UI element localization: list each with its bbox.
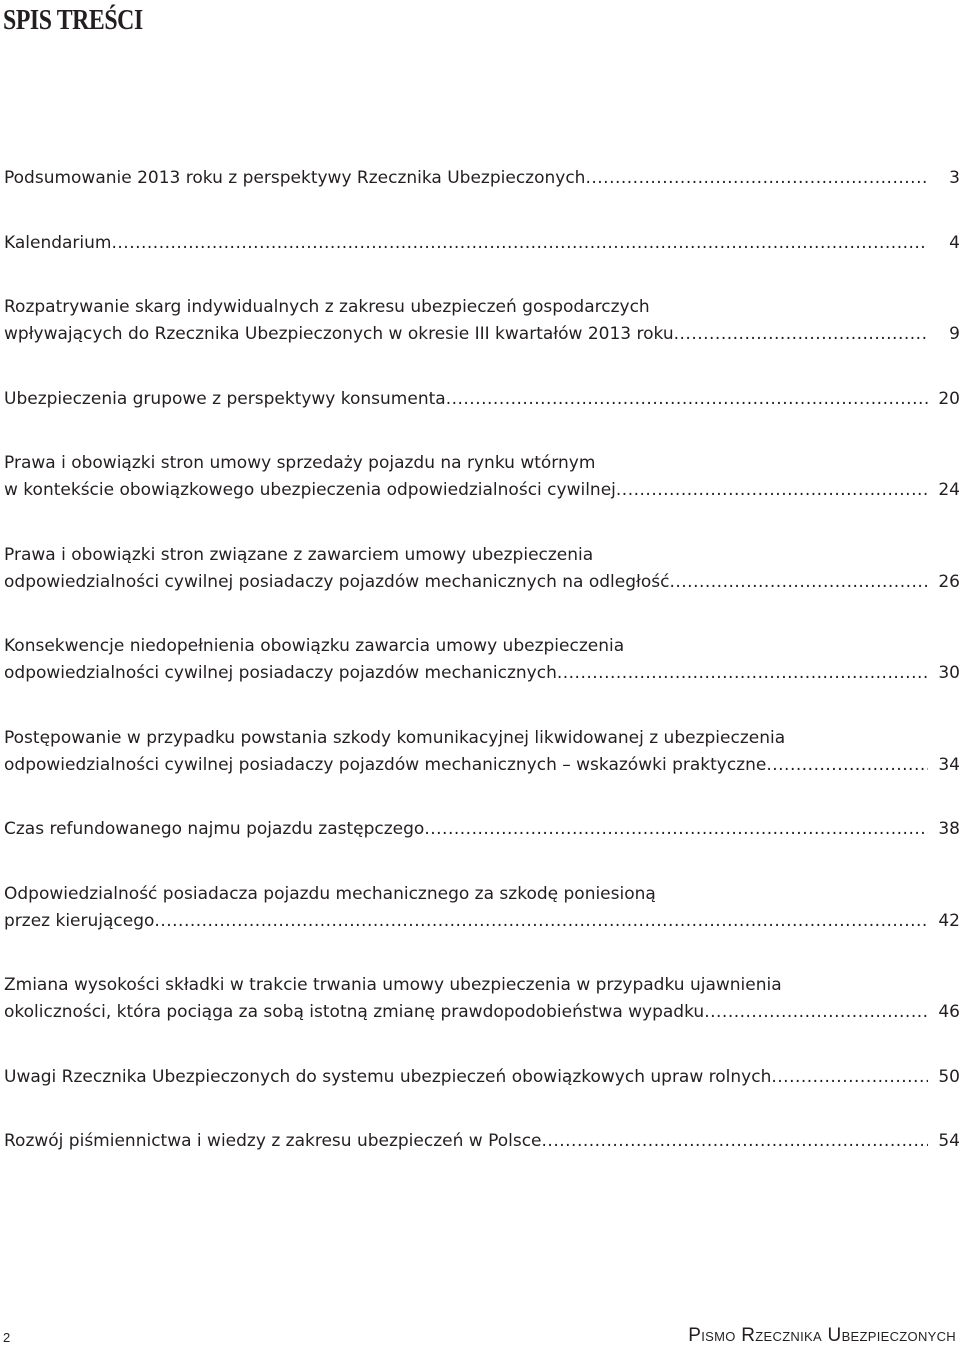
toc-entry-last-line [4, 165, 960, 192]
toc-entry-title-line: wpływających do Rzecznika Ubezpieczonych w okresie III kwartałów 2013 roku [4, 324, 674, 344]
toc-entry-title-line: Prawa i obowiązki stron związane z zawarciem umowy ubezpieczenia [4, 544, 594, 565]
dot-leader [154, 908, 928, 935]
toc-entry-last-line [4, 999, 960, 1026]
toc-entry-title-line: Uwagi Rzecznika Ubezpieczonych do systemu ubezpieczeń obowiązkowych upraw rolnych [4, 1066, 772, 1087]
toc-entry-title-line: Czas refundowanego najmu pojazdu zastępczego [4, 819, 425, 839]
toc-entry-title-line: Odpowiedzialność posiadacza pojazdu mechanicznego za szkodę poniesioną [4, 883, 656, 904]
toc-entry-title-line: Konsekwencje niedopełnienia obowiązku zawarcia umowy ubezpieczenia [4, 636, 625, 656]
footer-page-number: 2 [3, 1330, 11, 1345]
toc-entry-title-line: odpowiedzialności cywilnej posiadaczy pojazdów mechanicznych – wskazówki praktyczne [4, 754, 767, 775]
toc-entry-title-line: Rozpatrywanie skarg indywidualnych z zakresu ubezpieczeń gospodarczych [4, 297, 650, 317]
dot-leader [771, 1064, 928, 1091]
toc-entry[interactable] [4, 1128, 960, 1155]
toc-entry[interactable] [4, 725, 960, 779]
toc-entry-last-line [4, 752, 960, 779]
toc-entry-title-line: odpowiedzialności cywilnej posiadaczy pojazdów mechanicznych na odległość [4, 571, 670, 592]
toc-entry-last-line [4, 660, 960, 687]
toc-entry-title-line: przez kierującego [4, 910, 155, 931]
toc-entry-page-number: 34 [938, 754, 960, 775]
toc-entry[interactable] [4, 230, 960, 257]
toc-entry-page-number: 30 [938, 663, 960, 683]
toc-entry[interactable] [4, 816, 960, 843]
toc-entry[interactable] [4, 972, 960, 1026]
table-of-contents [4, 165, 960, 1193]
toc-entry[interactable] [4, 386, 960, 413]
toc-entry-title-line: Podsumowanie 2013 roku z perspektywy Rzecznika Ubezpieczonych [4, 168, 586, 188]
toc-entry-title-line: odpowiedzialności cywilnej posiadaczy pojazdów mechanicznych [4, 663, 557, 683]
dot-leader [766, 752, 928, 779]
toc-entry[interactable] [4, 542, 960, 596]
toc-entry-title-line: Ubezpieczenia grupowe z perspektywy konsumenta [4, 388, 446, 409]
toc-entry-page-number: 20 [938, 388, 960, 409]
toc-entry-last-line [4, 230, 960, 257]
toc-entry[interactable] [4, 633, 960, 687]
dot-leader [424, 816, 928, 843]
toc-entry-page-number: 9 [949, 324, 960, 344]
toc-entry-title-line: Kalendarium [4, 232, 112, 253]
toc-entry-page-number: 3 [949, 168, 960, 188]
dot-leader [704, 999, 928, 1026]
toc-entry-title-line: Postępowanie w przypadku powstania szkody komunikacyjnej likwidowanej z ubezpieczenia [4, 727, 786, 748]
toc-entry-last-line [4, 908, 960, 935]
toc-entry-last-line [4, 386, 960, 413]
toc-entry-last-line [4, 816, 960, 843]
dot-leader [557, 660, 928, 687]
toc-entry-title-line: w kontekście obowiązkowego ubezpieczenia odpowiedzialności cywilnej [4, 480, 616, 500]
toc-entry-title-line: Rozwój piśmiennictwa i wiedzy z zakresu ubezpieczeń w Polsce [4, 1131, 542, 1151]
toc-entry-page-number: 24 [938, 480, 960, 500]
dot-leader [616, 477, 928, 504]
toc-entry[interactable] [4, 881, 960, 935]
toc-entry-page-number: 38 [938, 819, 960, 839]
toc-entry-last-line [4, 321, 960, 348]
toc-entry-last-line [4, 477, 960, 504]
toc-entry[interactable] [4, 450, 960, 504]
dot-leader [111, 230, 928, 257]
dot-leader [542, 1128, 928, 1155]
dot-leader [669, 569, 928, 596]
toc-entry-page-number: 54 [938, 1131, 960, 1151]
toc-entry-title-line: okoliczności, która pociąga za sobą istotną zmianę prawdopodobieństwa wypadku [4, 1002, 705, 1022]
toc-entry[interactable] [4, 1064, 960, 1091]
toc-entry-last-line [4, 569, 960, 596]
toc-entry-title-line: Prawa i obowiązki stron umowy sprzedaży pojazdu na rynku wtórnym [4, 453, 596, 473]
toc-entry-page-number: 50 [938, 1066, 960, 1087]
dot-leader [585, 165, 928, 192]
toc-entry-page-number: 42 [938, 910, 960, 931]
dot-leader [674, 321, 928, 348]
toc-entry[interactable] [4, 294, 960, 348]
footer-publication-name: Pismo Rzecznika Ubezpieczonych [688, 1325, 956, 1346]
page-title: SPIS TREŚCI [3, 4, 143, 36]
dot-leader [446, 386, 928, 413]
toc-entry-title-line: Zmiana wysokości składki w trakcie trwania umowy ubezpieczenia w przypadku ujawnienia [4, 975, 782, 995]
toc-entry-page-number: 4 [949, 232, 960, 253]
toc-entry-last-line [4, 1128, 960, 1155]
toc-entry-page-number: 46 [938, 1002, 960, 1022]
toc-entry[interactable] [4, 165, 960, 192]
toc-entry-page-number: 26 [938, 571, 960, 592]
toc-entry-last-line [4, 1064, 960, 1091]
